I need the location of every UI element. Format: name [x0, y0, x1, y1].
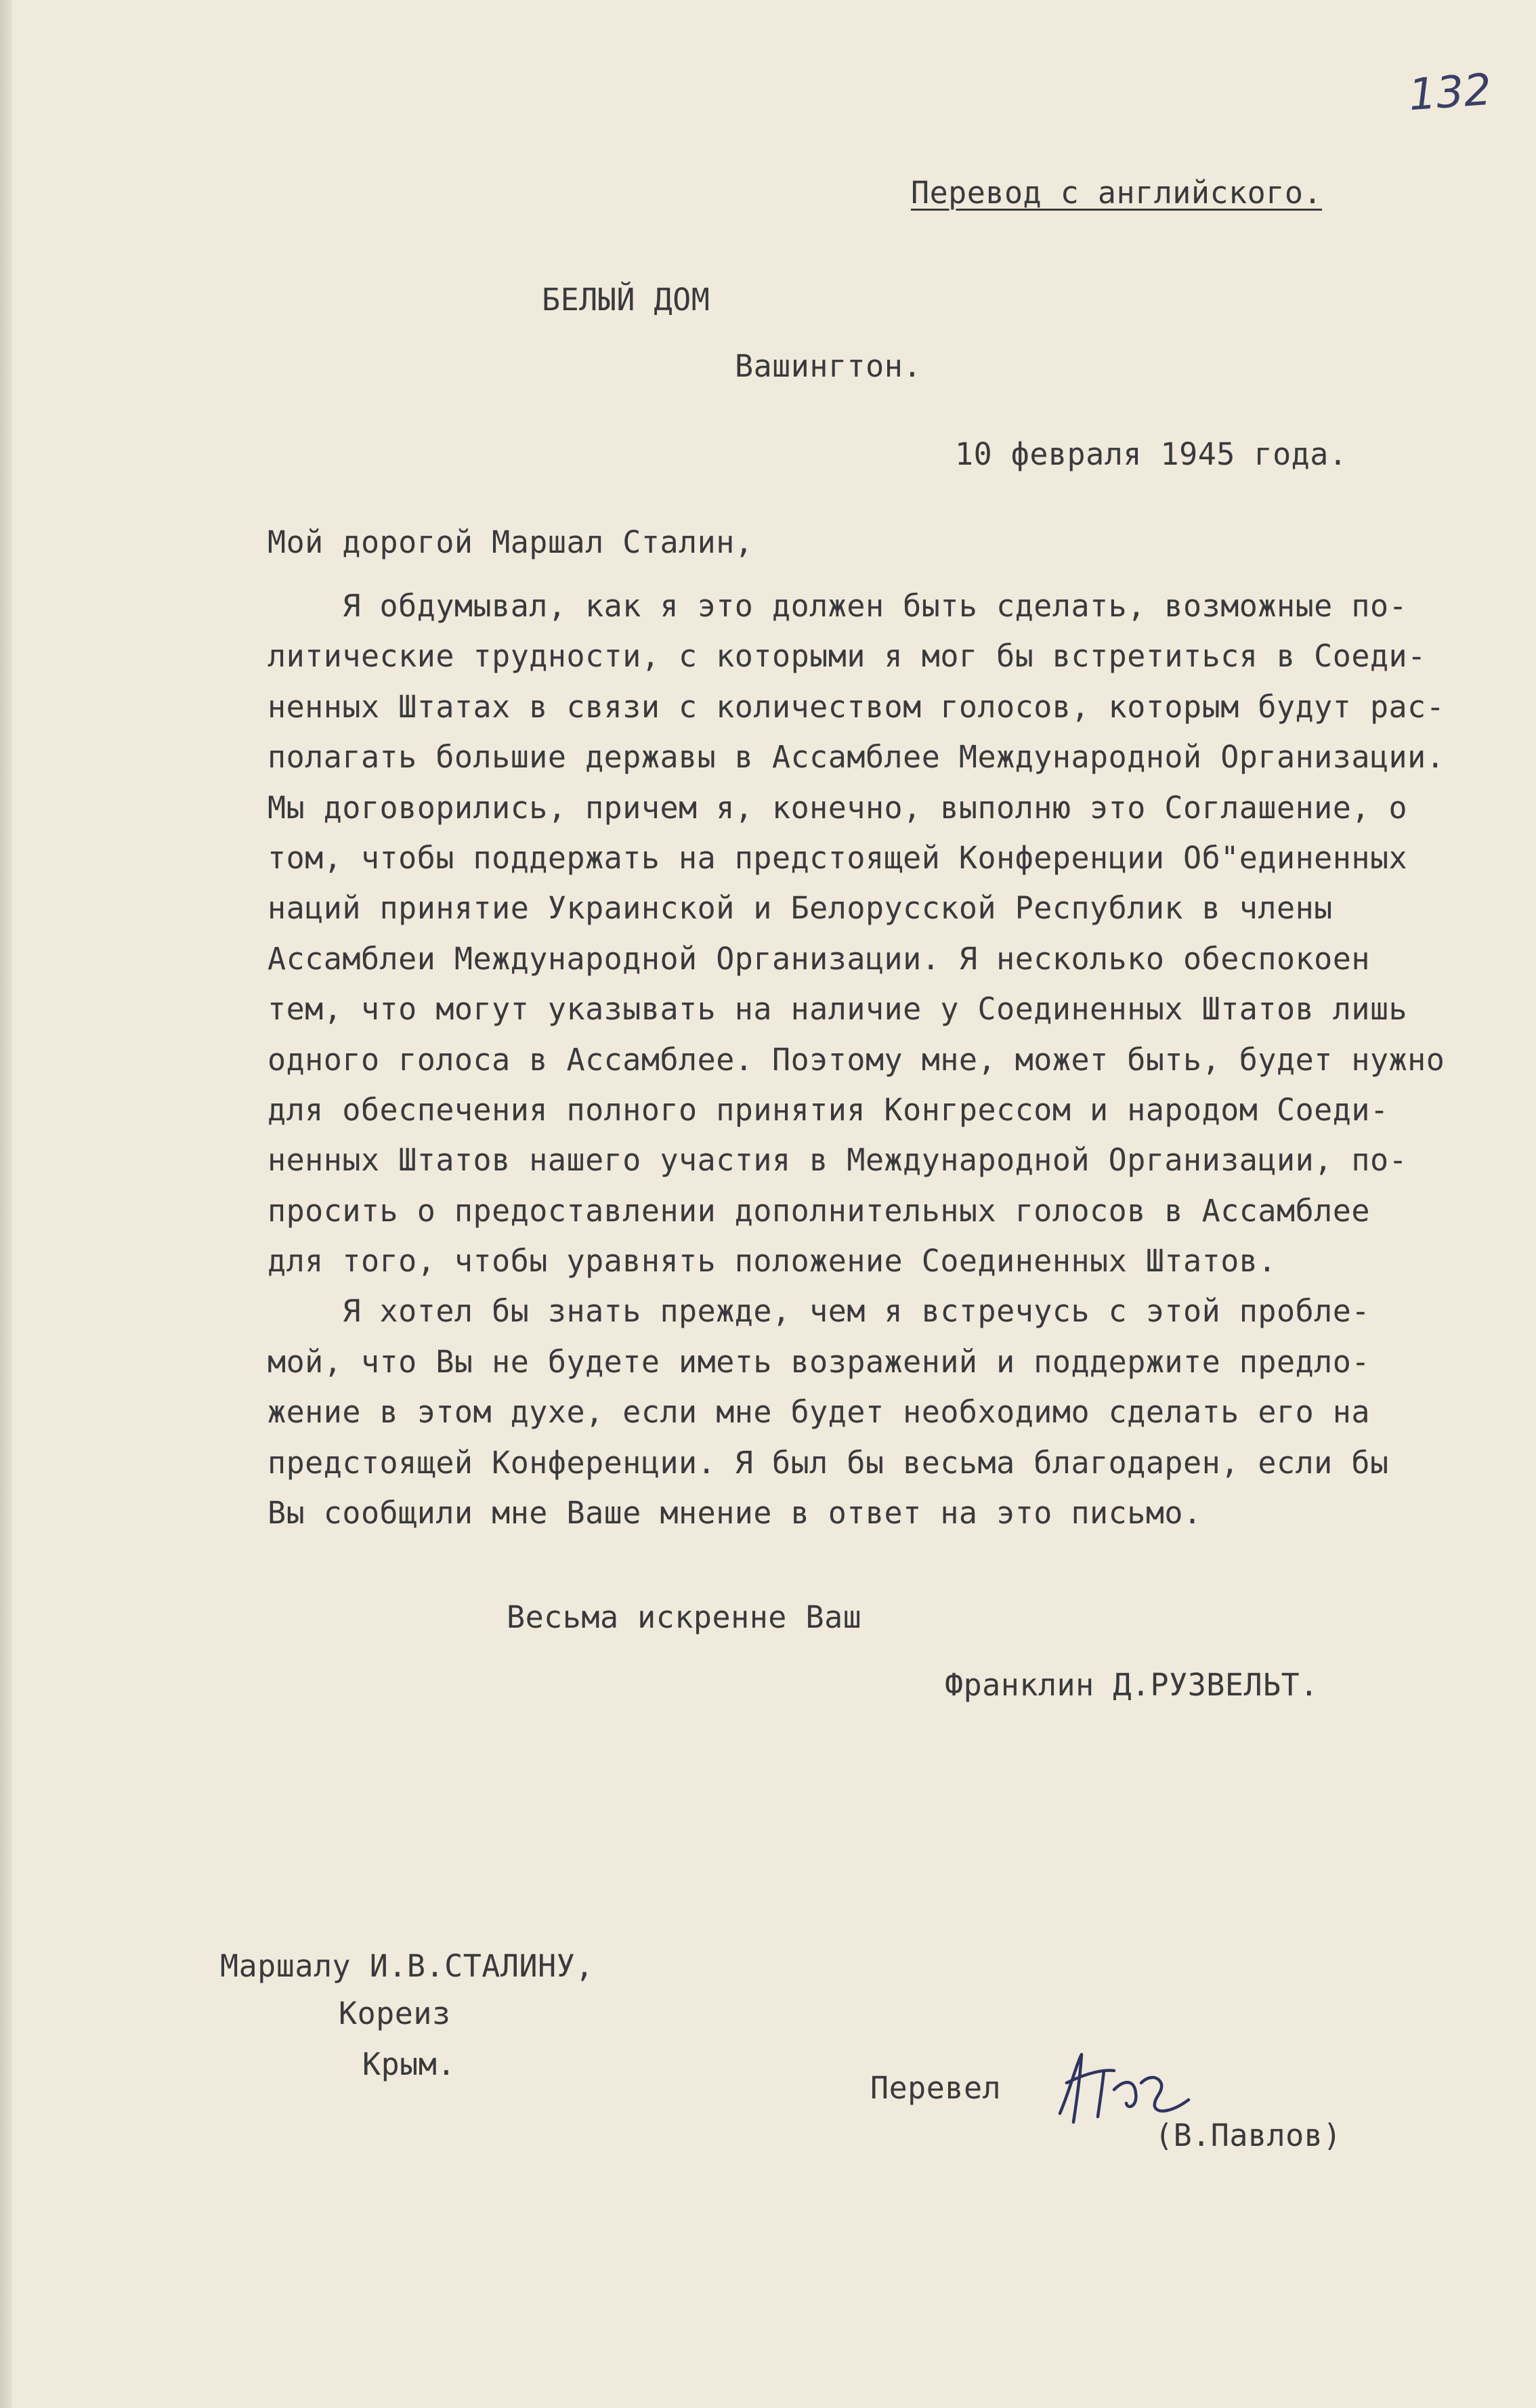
- letter-body-line: наций принятие Украинской и Белорусской Республик в члены: [268, 890, 1333, 927]
- salutation: Мой дорогой Маршал Сталин,: [268, 524, 754, 560]
- letter-body-line: ненных Штатов нашего участия в Международной Организации, по-: [268, 1142, 1408, 1179]
- letter-body-line: Мы договорились, причем я, конечно, выполню это Соглашение, о: [268, 789, 1408, 826]
- letter-body-line: Я обдумывал, как я это должен быть сделать, возможные по-: [268, 588, 1408, 624]
- letter-body-line: мой, что Вы не будете иметь возражений и поддержите предло-: [268, 1343, 1370, 1380]
- folio-number: 132: [1407, 64, 1493, 121]
- letter-body-line: для того, чтобы уравнять положение Соединенных Штатов.: [268, 1243, 1277, 1280]
- letter-body: [268, 581, 1473, 1538]
- page-edge-shadow: [0, 0, 12, 2408]
- letter-body-line: литические трудности, с которыми я мог бы встретиться в Соеди-: [268, 638, 1426, 675]
- translator-name: (В.Павлов): [1155, 2117, 1342, 2153]
- letter-date: 10 февраля 1945 года.: [955, 436, 1348, 472]
- letter-body-line: предстоящей Конференции. Я был бы весьма благодарен, если бы: [268, 1444, 1389, 1481]
- recipient-line-2: Кореиз: [339, 1995, 451, 2031]
- recipient-line-1: Маршалу И.В.СТАЛИНУ,: [220, 1948, 594, 1984]
- signatory: Франклин Д.РУЗВЕЛЬТ.: [945, 1667, 1319, 1703]
- letter-body-line: тем, что могут указывать на наличие у Соединенных Штатов лишь: [268, 991, 1408, 1028]
- letter-body-line: просить о предоставлении дополнительных голосов в Ассамблее: [268, 1192, 1370, 1229]
- letter-body-line: жение в этом духе, если мне будет необходимо сделать его на: [268, 1394, 1370, 1431]
- letter-body-line: ненных Штатах в связи с количеством голосов, которым будут рас-: [268, 688, 1445, 725]
- closing: Весьма искренне Ваш: [507, 1599, 862, 1635]
- translation-note: Перевод с английского.: [911, 175, 1323, 211]
- letter-body-line: одного голоса в Ассамблее. Поэтому мне, может быть, будет нужно: [268, 1041, 1445, 1078]
- translator-label: Перевел: [870, 2070, 1002, 2106]
- letter-body-line: Я хотел бы знать прежде, чем я встречусь с этой пробле-: [268, 1293, 1370, 1330]
- letter-body-line: полагать большие державы в Ассамблее Международной Организации.: [268, 739, 1445, 776]
- letter-body-line: Ассамблеи Международной Организации. Я несколько обеспокоен: [268, 940, 1370, 977]
- letter-body-line: Вы сообщили мне Ваше мнение в ответ на это письмо.: [268, 1495, 1202, 1532]
- recipient-line-3: Крым.: [362, 2046, 456, 2082]
- letter-body-line: том, чтобы поддержать на предстоящей Конференции Об"единенных: [268, 839, 1408, 876]
- letter-body-line: для обеспечения полного принятия Конгрессом и народом Соеди-: [268, 1091, 1389, 1128]
- sender-line-1: БЕЛЫЙ ДОМ: [542, 282, 710, 318]
- sender-line-2: Вашингтон.: [735, 348, 922, 384]
